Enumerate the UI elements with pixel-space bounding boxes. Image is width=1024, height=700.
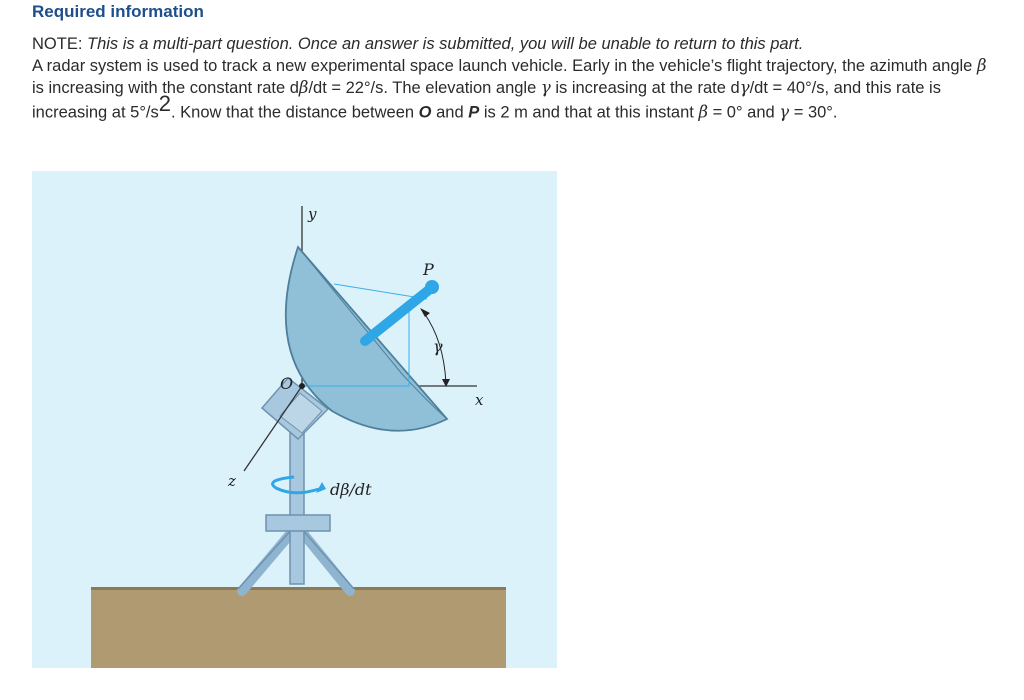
point-p-symbol: P [468,103,480,122]
label-gamma: γ [433,337,443,356]
note-label: NOTE: [32,35,83,53]
label-z: z [228,472,236,490]
required-information-heading: Required information [32,2,204,21]
problem-statement [32,34,992,124]
point-o-symbol: O [418,103,432,122]
feed-arm [365,289,430,341]
text-segment: A radar system is used to track a new experimental space launch vehicle. Early in the vehicle’s flight trajectory, the azimuth angle [32,57,977,75]
superscript: 2 [158,91,171,116]
gamma-symbol: γ [739,78,750,97]
text-segment: . Know that the distance between [171,103,419,122]
problem-paragraph [32,55,992,124]
text-segment: /dt = 22°/s. The elevation angle [308,79,541,97]
radar-diagram [32,171,557,668]
ground [91,587,506,668]
label-y: y [308,205,317,223]
label-x: x [475,391,484,409]
text-segment: is increasing with the constant rate d [32,79,299,97]
text-segment: and [431,103,469,122]
label-dbeta-dt: dβ/dt [330,480,372,499]
gamma-symbol: γ [540,78,551,97]
beta-symbol: β [298,78,309,97]
beta-symbol: β [698,102,708,122]
text-segment: = 0° and [707,103,780,122]
note-text: This is a multi-part question. Once an answer is submitted, you will be unable to return to this part. [87,35,804,53]
label-p: P [423,260,434,279]
text-segment: is increasing at the rate d [550,79,740,97]
radar-figure [32,171,557,668]
gamma-symbol: γ [779,102,790,122]
text-segment: is 2 m and that at this instant [479,103,699,122]
point-p [425,280,439,294]
base-plate [266,515,330,531]
beta-symbol: β [976,56,987,75]
text-segment: = 30°. [789,103,838,122]
origin-point [299,383,305,389]
note-paragraph [32,34,992,55]
text-segment: /dt = 40°/s, and this rate is increasing at 5°/s [32,79,941,122]
label-o: O [280,374,294,393]
ground-edge [91,587,506,590]
